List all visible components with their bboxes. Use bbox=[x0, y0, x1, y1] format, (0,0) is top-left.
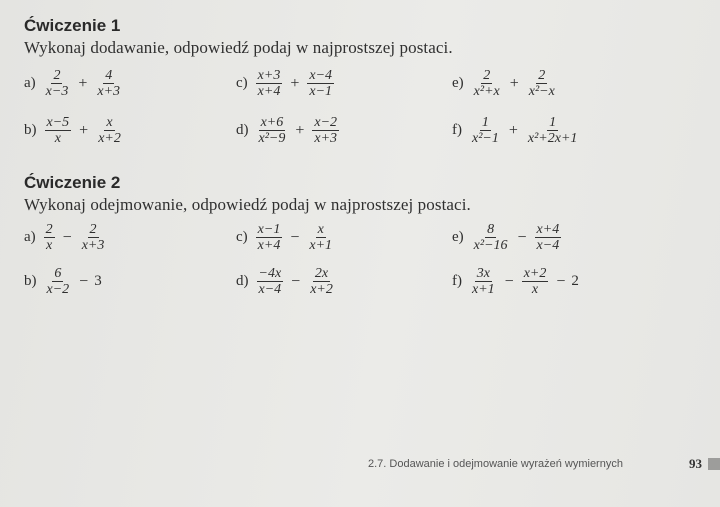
denominator: x+4 bbox=[257, 84, 281, 99]
fraction bbox=[44, 68, 71, 99]
denominator: x+3 bbox=[314, 131, 338, 146]
numerator: 2 bbox=[45, 222, 53, 237]
fraction bbox=[535, 222, 562, 253]
page-edge-tab bbox=[708, 458, 720, 470]
denominator: x−4 bbox=[536, 238, 560, 253]
ex2-task-a bbox=[24, 222, 108, 253]
exercise-2-instruction: Wykonaj odejmowanie, odpowiedź podaj w najprostszej postaci. bbox=[24, 195, 471, 214]
numerator: x bbox=[106, 115, 113, 130]
operator: − bbox=[290, 228, 300, 246]
denominator: x+4 bbox=[257, 238, 281, 253]
ex2-task-f bbox=[452, 266, 579, 297]
denominator: x−1 bbox=[309, 84, 333, 99]
numerator: 6 bbox=[54, 266, 62, 281]
operator: − bbox=[291, 272, 301, 290]
fraction bbox=[257, 115, 288, 146]
ex2-task-d bbox=[236, 266, 337, 297]
denominator: x bbox=[54, 131, 61, 146]
ex2-task-e bbox=[452, 222, 563, 253]
fraction bbox=[470, 115, 501, 146]
task-label: a) bbox=[24, 229, 36, 245]
fraction bbox=[472, 68, 502, 99]
ex2-task-c bbox=[236, 222, 336, 253]
fraction bbox=[45, 266, 72, 297]
operator: − bbox=[62, 228, 72, 246]
numerator: 8 bbox=[487, 222, 495, 237]
numerator: x+3 bbox=[257, 68, 281, 83]
task-label: c) bbox=[236, 75, 248, 91]
operator: + bbox=[295, 121, 305, 139]
fraction bbox=[256, 68, 283, 99]
numerator: 2 bbox=[53, 68, 61, 83]
fraction bbox=[96, 115, 123, 146]
fraction bbox=[45, 115, 72, 146]
numerator: 1 bbox=[481, 115, 489, 130]
numerator: −4x bbox=[258, 266, 282, 281]
task-label: d) bbox=[236, 122, 249, 138]
fraction bbox=[256, 222, 283, 253]
ex2-task-b bbox=[24, 266, 102, 297]
fraction bbox=[526, 115, 580, 146]
ex1-task-f bbox=[452, 115, 581, 146]
numerator: x bbox=[317, 222, 324, 237]
numerator: x+2 bbox=[523, 266, 547, 281]
task-label: b) bbox=[24, 122, 37, 138]
fraction bbox=[95, 68, 122, 99]
fraction bbox=[470, 266, 497, 297]
operator: − bbox=[504, 272, 514, 290]
fraction bbox=[44, 222, 55, 253]
denominator: x+2 bbox=[98, 131, 121, 146]
denominator: x−4 bbox=[258, 282, 282, 297]
constant-term: 2 bbox=[571, 273, 579, 289]
numerator: x−5 bbox=[46, 115, 70, 130]
numerator: 3x bbox=[476, 266, 490, 281]
task-label: e) bbox=[452, 75, 464, 91]
task-label: f) bbox=[452, 273, 462, 289]
denominator: x+3 bbox=[81, 238, 105, 253]
numerator: 2 bbox=[483, 68, 491, 83]
section-footer: 2.7. Dodawanie i odejmowanie wyrażeń wymiernych bbox=[368, 458, 623, 470]
exercise-1-instruction: Wykonaj dodawanie, odpowiedź podaj w najprostszej postaci. bbox=[24, 38, 453, 57]
ex1-task-b bbox=[24, 115, 125, 146]
fraction bbox=[522, 266, 549, 297]
denominator: x bbox=[46, 238, 53, 253]
fraction bbox=[80, 222, 107, 253]
numerator: x−2 bbox=[314, 115, 338, 130]
fraction bbox=[307, 68, 334, 99]
operator: − bbox=[556, 272, 566, 290]
ex1-task-d bbox=[236, 115, 341, 146]
numerator: 1 bbox=[549, 115, 557, 130]
task-label: c) bbox=[236, 229, 248, 245]
fraction bbox=[308, 266, 335, 297]
denominator: x+2 bbox=[310, 282, 333, 297]
operator: + bbox=[290, 74, 300, 92]
fraction bbox=[472, 222, 510, 253]
task-label: b) bbox=[24, 273, 37, 289]
fraction bbox=[527, 68, 557, 99]
ex1-task-c bbox=[236, 68, 336, 99]
denominator: x²−9 bbox=[258, 131, 286, 146]
denominator: x+3 bbox=[97, 84, 121, 99]
ex1-task-e bbox=[452, 68, 559, 99]
ex1-task-a bbox=[24, 68, 124, 99]
task-label: e) bbox=[452, 229, 464, 245]
operator: + bbox=[78, 74, 88, 92]
page-number: 93 bbox=[689, 456, 702, 471]
operator: − bbox=[517, 228, 527, 246]
denominator: x²+x bbox=[473, 84, 500, 99]
operator: − bbox=[79, 272, 89, 290]
denominator: x−3 bbox=[45, 84, 69, 99]
denominator: x−2 bbox=[46, 282, 70, 297]
numerator: x+4 bbox=[536, 222, 560, 237]
operator: + bbox=[508, 121, 518, 139]
exercise-2-title: Ćwiczenie 2 bbox=[24, 173, 121, 192]
fraction bbox=[257, 266, 284, 297]
task-label: f) bbox=[452, 122, 462, 138]
numerator: 2 bbox=[89, 222, 97, 237]
constant-term: 3 bbox=[94, 273, 102, 289]
numerator: 2 bbox=[538, 68, 546, 83]
denominator: x bbox=[531, 282, 539, 297]
task-label: a) bbox=[24, 75, 36, 91]
numerator: x−1 bbox=[257, 222, 281, 237]
numerator: x−4 bbox=[309, 68, 333, 83]
fraction bbox=[307, 222, 334, 253]
task-label: d) bbox=[236, 273, 249, 289]
operator: + bbox=[79, 121, 89, 139]
denominator: x²−16 bbox=[473, 238, 508, 253]
denominator: x²+2x+1 bbox=[527, 131, 578, 146]
denominator: x+1 bbox=[472, 282, 495, 297]
denominator: x²−1 bbox=[472, 131, 499, 146]
denominator: x+1 bbox=[309, 238, 333, 253]
numerator: 4 bbox=[105, 68, 113, 83]
numerator: x+6 bbox=[260, 115, 284, 130]
denominator: x²−x bbox=[528, 84, 555, 99]
numerator: 2x bbox=[314, 266, 329, 281]
operator: + bbox=[509, 74, 519, 92]
exercise-1-title: Ćwiczenie 1 bbox=[24, 16, 121, 35]
fraction bbox=[312, 115, 339, 146]
